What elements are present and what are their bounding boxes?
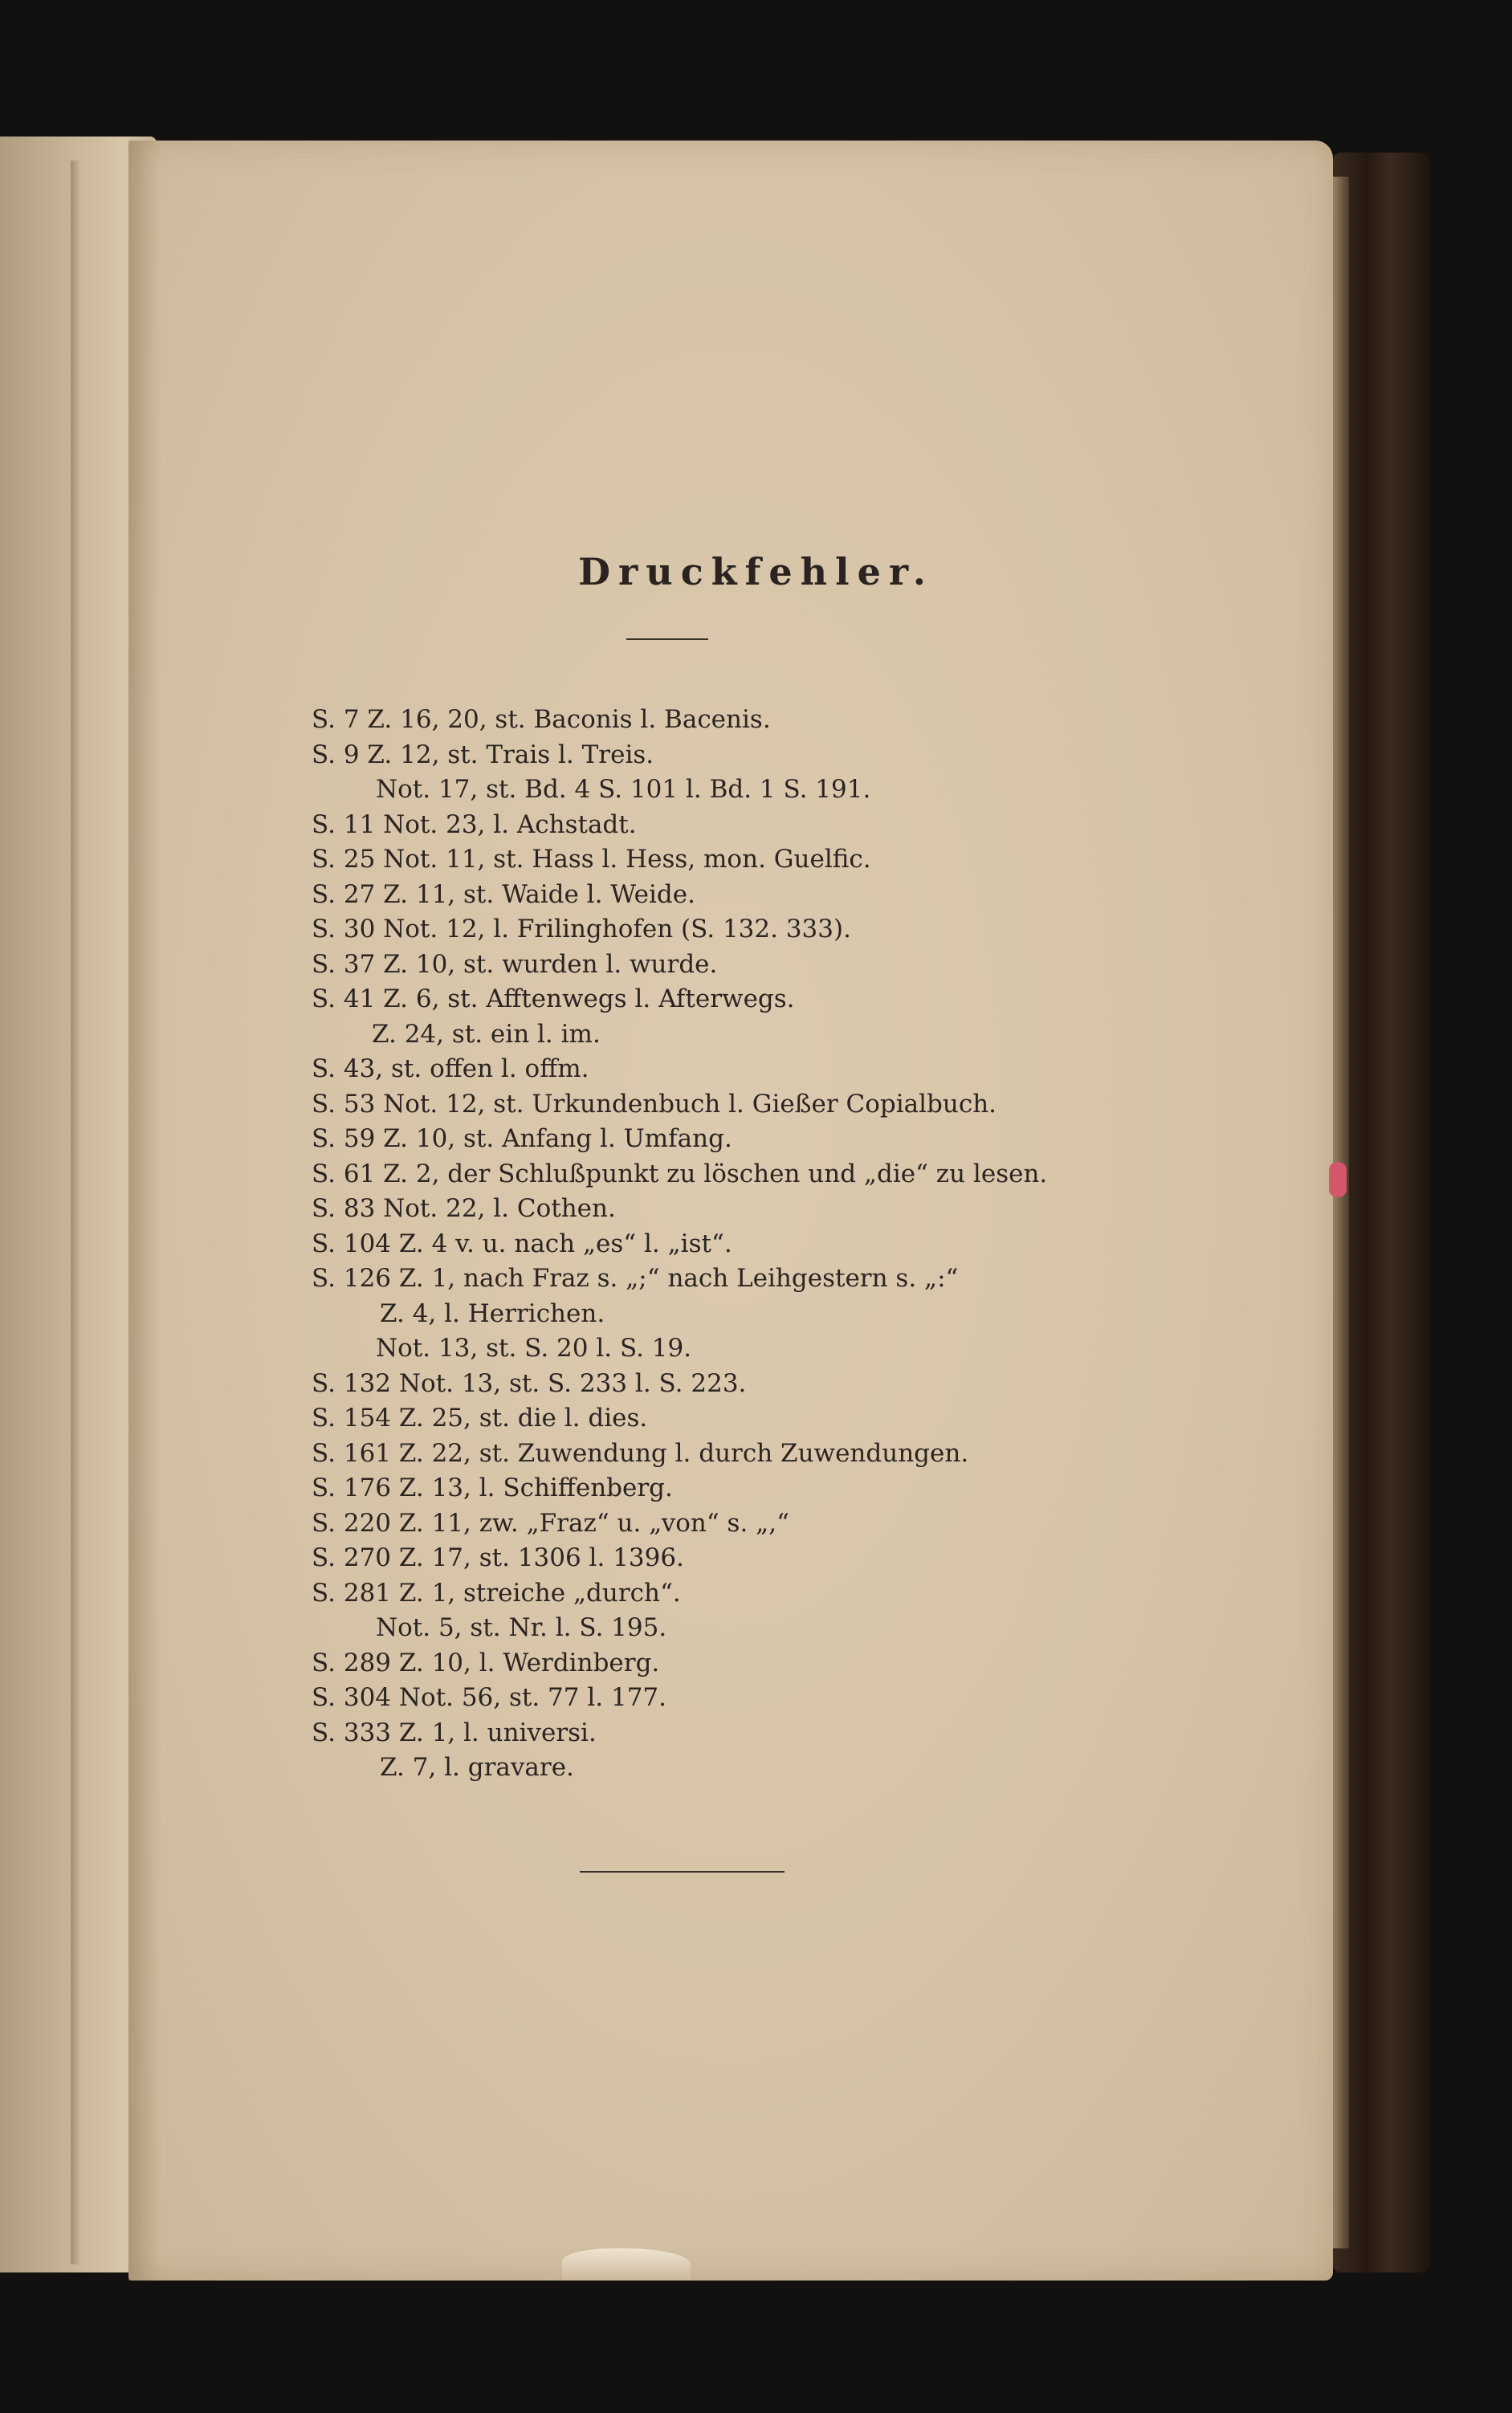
errata-entry: S. 161 Z. 22, st. Zuwendung l. durch Zuwendungen. — [312, 1438, 969, 1468]
closing-rule — [580, 1871, 785, 1873]
title-rule — [626, 638, 708, 640]
errata-entry: S. 126 Z. 1, nach Fraz s. „;“ nach Leihgestern s. „:“ — [312, 1264, 959, 1293]
errata-entry: S. 333 Z. 1, l. universi. — [312, 1718, 597, 1747]
red-mark — [1329, 1162, 1347, 1197]
errata-entry: Z. 24, st. ein l. im. — [372, 1019, 601, 1049]
errata-entry: S. 61 Z. 2, der Schlußpunkt zu löschen und „die“ zu lesen. — [312, 1159, 1048, 1188]
errata-entry: S. 25 Not. 11, st. Hass l. Hess, mon. Guelfic. — [312, 845, 871, 874]
errata-entry: Z. 7, l. gravare. — [380, 1753, 574, 1782]
errata-entry: S. 220 Z. 11, zw. „Fraz“ u. „von“ s. „,“ — [312, 1508, 789, 1538]
errata-entry: S. 27 Z. 11, st. Waide l. Weide. — [312, 879, 695, 909]
errata-entry: S. 37 Z. 10, st. wurden l. wurde. — [312, 949, 718, 979]
errata-entry: S. 43, st. offen l. offm. — [312, 1054, 589, 1083]
errata-list — [312, 703, 1115, 1786]
errata-entry: S. 176 Z. 13, l. Schiffenberg. — [312, 1473, 673, 1502]
errata-entry: S. 9 Z. 12, st. Trais l. Treis. — [312, 740, 654, 769]
errata-entry: S. 304 Not. 56, st. 77 l. 177. — [312, 1683, 666, 1712]
left-page-gutter — [71, 161, 80, 2264]
errata-entry: S. 83 Not. 22, l. Cothen. — [312, 1194, 616, 1223]
errata-entry: S. 281 Z. 1, streiche „durch“. — [312, 1578, 681, 1608]
errata-entry: S. 270 Z. 17, st. 1306 l. 1396. — [312, 1543, 684, 1572]
errata-entry: S. 59 Z. 10, st. Anfang l. Umfang. — [312, 1124, 732, 1153]
page-fold-shadow — [128, 141, 161, 2281]
errata-entry: Not. 5, st. Nr. l. S. 195. — [376, 1613, 667, 1642]
errata-entry: S. 154 Z. 25, st. die l. dies. — [312, 1404, 648, 1433]
errata-entry: S. 104 Z. 4 v. u. nach „es“ l. „ist“. — [312, 1229, 732, 1258]
torn-paper — [562, 2248, 691, 2281]
page-title: Druckfehler. — [578, 550, 934, 593]
errata-entry: S. 41 Z. 6, st. Afftenwegs l. Afterwegs. — [312, 984, 795, 1013]
errata-entry: Z. 4, l. Herrichen. — [380, 1298, 605, 1328]
errata-entry: S. 132 Not. 13, st. S. 233 l. S. 223. — [312, 1368, 747, 1398]
errata-entry: S. 53 Not. 12, st. Urkundenbuch l. Gießer Copialbuch. — [312, 1089, 997, 1119]
errata-entry: S. 11 Not. 23, l. Achstadt. — [312, 809, 637, 839]
errata-entry: S. 289 Z. 10, l. Werdinberg. — [312, 1648, 660, 1677]
errata-entry: S. 30 Not. 12, l. Frilinghofen (S. 132. 333). — [312, 915, 851, 944]
errata-entry: Not. 13, st. S. 20 l. S. 19. — [376, 1334, 692, 1363]
errata-entry: S. 7 Z. 16, 20, st. Baconis l. Bacenis. — [312, 705, 771, 734]
errata-entry: Not. 17, st. Bd. 4 S. 101 l. Bd. 1 S. 191. — [376, 775, 871, 804]
